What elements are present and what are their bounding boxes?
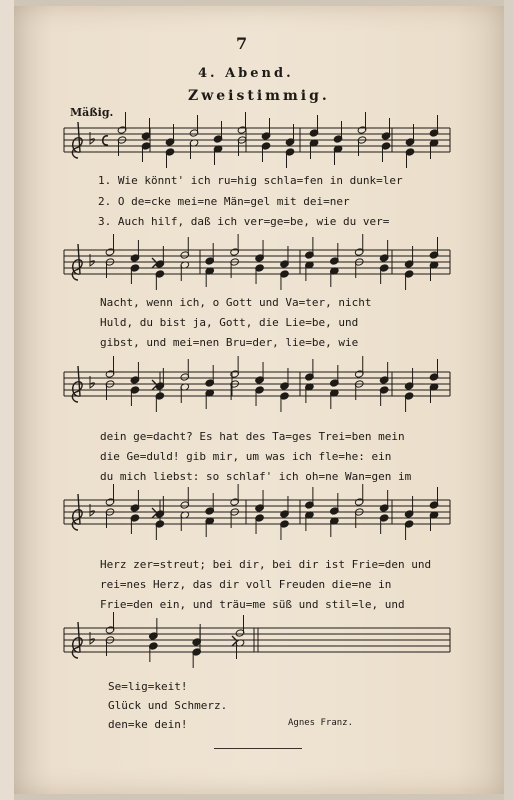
end-rule (214, 748, 302, 749)
lyric-line: 2. O de=cke mei=ne Män=gel mit dei=ner (98, 195, 350, 208)
lyric-line: du mich liebst: so schlaf' ich oh=ne Wan=gen im (100, 470, 412, 483)
author-credit: Agnes Franz. (288, 718, 354, 728)
lyric-line: Se=lig=keit! (108, 680, 188, 693)
lyric-line: den=ke dein! (108, 718, 188, 731)
lyric-line: 1. Wie könnt' ich ru=hig schla=fen in dunk=ler (98, 174, 403, 187)
tempo-marking: Mäßig. (70, 106, 114, 119)
lyric-line: Frie=den ein, und träu=me süß und stil=le, und (100, 598, 405, 611)
lyric-line: Nacht, wenn ich, o Gott und Va=ter, nicht (100, 296, 372, 309)
lyric-line: gibst, und mei=nen Bru=der, lie=be, wie (100, 336, 359, 349)
song-title: 4. Abend. (198, 66, 294, 81)
lyric-line: rei=nes Herz, das dir voll Freuden die=ne in (100, 578, 392, 591)
lyric-line: Herz zer=streut; bei dir, bei dir ist Frie=den und (100, 558, 432, 571)
lyric-line: 3. Auch hilf, daß ich ver=ge=be, wie du ver= (98, 215, 390, 228)
page-number: 7 (236, 34, 248, 53)
song-subtitle: Zweistimmig. (188, 88, 330, 104)
lyric-line: Glück und Schmerz. (108, 699, 228, 712)
lyric-line: dein ge=dacht? Es hat des Ta=ges Trei=ben mein (100, 430, 405, 443)
lyric-line: Huld, du bist ja, Gott, die Lie=be, und (100, 316, 359, 329)
lyric-line: die Ge=duld! gib mir, um was ich fle=he: ein (100, 450, 392, 463)
